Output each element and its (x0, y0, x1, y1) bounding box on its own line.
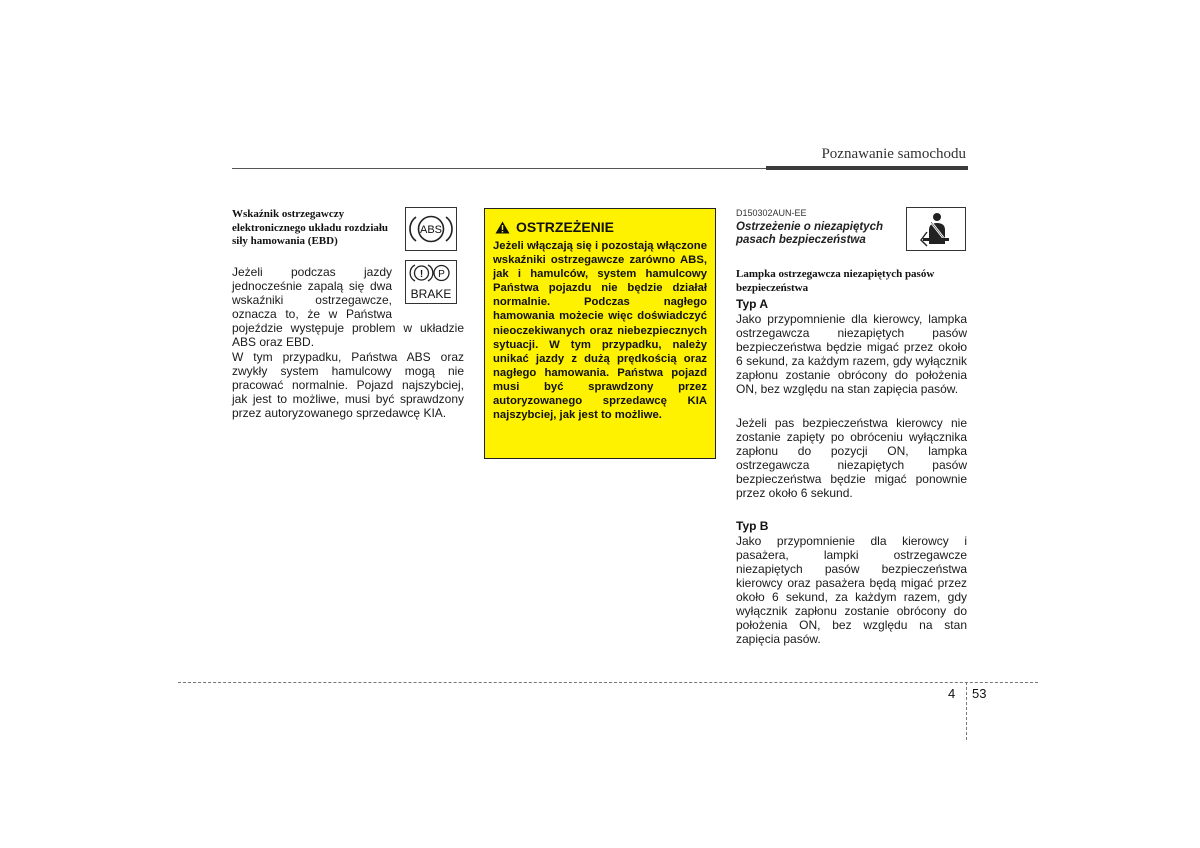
warning-box (484, 208, 716, 459)
header-rule-accent (766, 166, 968, 170)
seatbelt-subheading: Lampka ostrzegawcza niezapiętych pasów bezpieczeństwa (736, 268, 935, 294)
chapter-number: 4 (948, 686, 956, 701)
brake-exclamation: ! (419, 269, 424, 280)
running-header-title: Poznawanie samochodu (821, 146, 966, 162)
seatbelt-warning-icon (907, 208, 965, 250)
abs-icon-label: ABS (419, 224, 443, 236)
abs-indicator-box (405, 207, 457, 251)
brake-label: BRAKE (410, 287, 452, 301)
ebd-paragraph-1-text: Jeżeli podczas jazdy jednocześnie zapalą się dwa wskaźniki ostrzegawcze, oznacza to, że w Państwa pojeździe występuje problem w układzie ABS oraz EBD. (232, 265, 464, 349)
type-a-paragraph-1: Jako przypomnienie dla kierowcy, lampka ostrzegawcza niezapiętych pasów bezpieczeństwa będzie migać przez około 6 sekund, za każdym razem, gdy wyłącznik zapłonu zostanie obrócony do położenia ON, bez względu na stan zapięcia pasów. (736, 312, 967, 396)
page-number: 53 (972, 686, 987, 701)
ebd-heading: Wskaźnik ostrzegawczy elektronicznego układu rozdziału siły hamowania (EBD) (232, 208, 389, 247)
seatbelt-indicator-box (906, 207, 966, 251)
warning-title: OSTRZEŻENIE (516, 219, 615, 235)
section-code: D150302AUN-EE (736, 208, 807, 218)
type-b-label: Typ B (736, 519, 769, 533)
warning-title-row (495, 219, 614, 235)
ebd-paragraph-2: W tym przypadku, Państwa ABS oraz zwykły system hamulcowy mogą nie pracować normalnie. Pojazd najszybciej, jak jest to możliwe, musi być sprawdzony przez autoryzowanego sprzedawcę KIA. (232, 350, 464, 420)
type-b-paragraph-1: Jako przypomnienie dla kierowcy i pasażera, lampki ostrzegawcze niezapiętych pasów bezpieczeństwa kierowcy oraz pasażera będą migać przez około 6 sekund, za każdym razem, gdy wyłącznik zapłonu zostanie obrócony do położenia ON, bez względu na stan zapięcia pasów. (736, 534, 967, 646)
parking-brake-letter: P (438, 269, 445, 280)
ebd-paragraph-1 (232, 265, 464, 349)
warning-triangle-icon (495, 221, 510, 234)
type-a-label: Typ A (736, 297, 768, 311)
warning-text: Jeżeli włączają się i pozostają włączone wskaźniki ostrzegawcze zarówno ABS, jak i hamulców, system hamulcowy Państwa pojazdu nie będzie działał normalnie. Podczas nagłego hamowania możecie więc doświadczyć nieoczekiwanych oraz niebezpiecznych sytuacji. W tym przypadku, należy unikać jazdy z dużą prędkością oraz nagłego hamowania. Państwa pojazd musi być sprawdzony przez autoryzowanego sprzedawcę KIA najszybciej, jak jest to możliwe. (493, 240, 707, 422)
footer-rule (178, 682, 1038, 683)
footer-divider (966, 682, 967, 740)
abs-warning-icon (406, 208, 456, 250)
seatbelt-section-title: Ostrzeżenie o niezapiętych pasach bezpieczeństwa (736, 221, 883, 246)
type-a-paragraph-2: Jeżeli pas bezpieczeństwa kierowcy nie zostanie zapięty po obróceniu wyłącznika zapłonu do pozycji ON, lampka ostrzegawcza niezapiętych pasów bezpieczeństwa będzie migać ponownie przez około 6 sekund. (736, 416, 967, 500)
icon-float-spacer (392, 265, 464, 319)
